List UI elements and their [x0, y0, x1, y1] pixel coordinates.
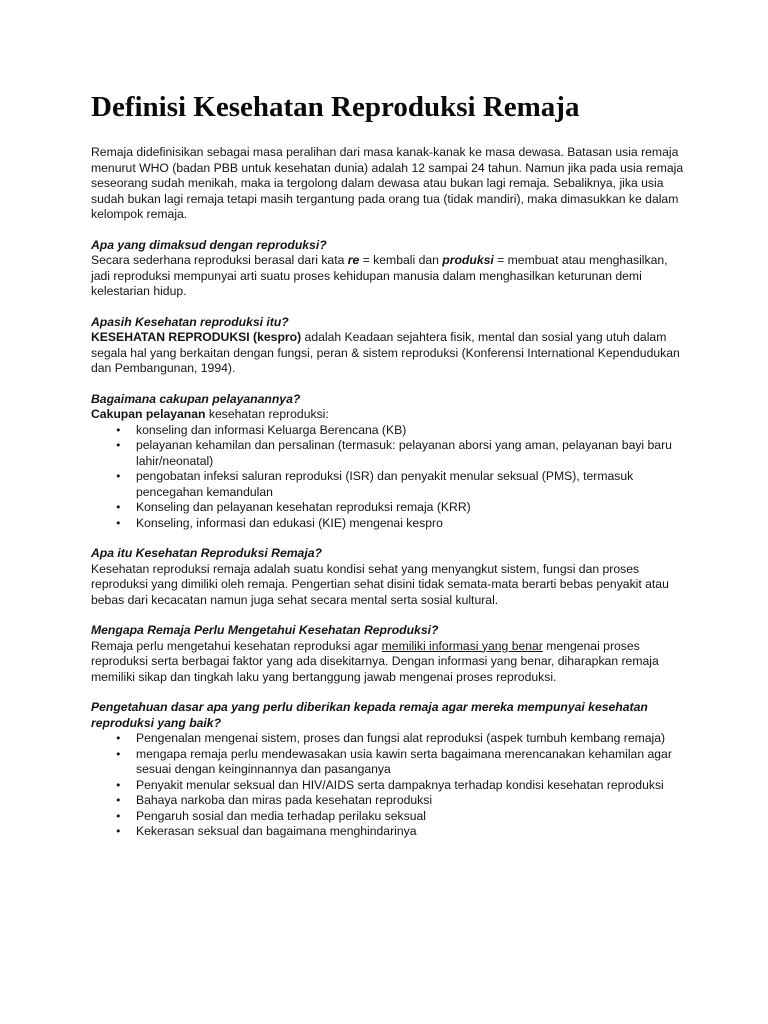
question-mengapa: Mengapa Remaja Perlu Mengetahui Kesehatan Reproduksi? — [91, 623, 439, 637]
bullet-icon: • — [115, 732, 122, 745]
bullet-icon: • — [115, 778, 122, 792]
section-kespro — [91, 315, 688, 377]
list-item — [91, 516, 688, 532]
intro-section — [91, 145, 688, 223]
answer-kespro — [91, 330, 688, 377]
list-item-text: Bahaya narkoba dan miras pada kesehatan reproduksi — [136, 793, 433, 807]
list-item — [91, 747, 688, 778]
answer-reproduksi-part-c: = membuat atau menghasilkan, jadi reproduksi mempunyai arti suatu proses kehidupan manusia dalam menghasilkan keturunan demi kelestarian hidup. — [91, 253, 668, 298]
bullet-icon: • — [115, 470, 122, 483]
pengetahuan-list — [91, 731, 688, 840]
document-body — [91, 145, 688, 840]
term-produksi: produksi — [442, 253, 494, 267]
cakupan-list — [91, 423, 688, 532]
list-item-text: Pengaruh sosial dan media terhadap perilaku seksual — [136, 808, 426, 823]
list-item-text: Konseling dan pelayanan kesehatan reproduksi remaja (KRR) — [136, 500, 471, 514]
intro-paragraph: Remaja didefinisikan sebagai masa peralihan dari masa kanak-kanak ke masa dewasa. Batasan usia remaja menurut WHO (badan PBB untuk kesehatan dunia) adalah 12 sampai 24 tahun. Namun jika pada usia remaja seseorang sudah menikah, maka ia tergolong dalam dewasa atau bukan lagi remaja. Sebaliknya, jika usia sudah bukan lagi remaja tetapi masih tergantung pada orang tua (tidak mandiri), maka dimasukkan ke dalam kelompok remaja. — [91, 145, 684, 221]
section-pengetahuan — [91, 700, 688, 840]
bullet-icon: • — [115, 747, 122, 761]
list-item-text: pelayanan kehamilan dan persalinan (termasuk: pelayanan aborsi yang aman, pelayanan bayi baru lahir/neonatal) — [136, 438, 672, 468]
section-krr — [91, 546, 688, 608]
section-reproduksi — [91, 238, 688, 300]
section-mengapa — [91, 623, 688, 685]
underlined-phrase: memiliki informasi yang benar — [381, 638, 543, 653]
list-item-text: mengapa remaja perlu mendewasakan usia kawin serta bagaimana merencanakan kehamilan agar sesuai dengan keinginnannya dan pasanganya — [136, 746, 672, 776]
list-item-text: Pengenalan mengenai sistem, proses dan fungsi alat reproduksi (aspek tumbuh kembang remaja) — [136, 731, 666, 745]
bullet-icon: • — [115, 794, 122, 807]
term-kespro: KESEHATAN REPRODUKSI (kespro) — [91, 330, 302, 344]
list-item — [91, 423, 688, 439]
answer-reproduksi-part-a: Secara sederhana reproduksi berasal dari kata — [91, 253, 348, 267]
list-item — [91, 809, 688, 825]
question-kespro: Apasih Kesehatan reproduksi itu? — [91, 314, 289, 329]
list-item — [91, 793, 688, 809]
document-title: Definisi Kesehatan Reproduksi Remaja — [91, 91, 580, 123]
bullet-icon: • — [115, 439, 122, 452]
list-item — [91, 469, 688, 500]
question-krr: Apa itu Kesehatan Reproduksi Remaja? — [91, 546, 322, 560]
answer-mengapa-part-b: mengenai proses reproduksi serta berbagai faktor yang ada disekitarnya. Dengan informasi yang benar, diharapkan remaja memiliki sikap dan tingkah laku yang bertanggung jawab mengenai proses reproduksi. — [91, 638, 659, 684]
answer-cakupan-text: kesehatan reproduksi: — [205, 407, 329, 421]
answer-mengapa-part-a: Remaja perlu mengetahui kesehatan reproduksi agar — [91, 638, 382, 653]
answer-cakupan — [91, 407, 688, 423]
answer-mengapa — [91, 639, 688, 686]
question-pengetahuan: Pengetahuan dasar apa yang perlu diberikan kepada remaja agar mereka mempunyai kesehatan reproduksi yang baik? — [91, 700, 648, 730]
list-item — [91, 778, 688, 794]
list-item — [91, 500, 688, 516]
section-cakupan — [91, 392, 688, 532]
list-item-text: pengobatan infeksi saluran reproduksi (ISR) dan penyakit menular seksual (PMS), termasuk pencegahan kemandulan — [136, 469, 634, 499]
bullet-icon: • — [115, 501, 122, 514]
answer-kespro-text: adalah Keadaan sejahtera fisik, mental dan sosial yang utuh dalam segala hal yang berkaitan dengan fungsi, peran & sistem reproduksi (Konferensi International Kependudukan dan Pembangunan, 1994). — [91, 330, 680, 375]
bullet-icon: • — [115, 825, 122, 838]
question-cakupan: Bagaimana cakupan pelayanannya? — [91, 391, 301, 406]
list-item — [91, 438, 688, 469]
answer-krr: Kesehatan reproduksi remaja adalah suatu kondisi sehat yang menyangkut sistem, fungsi dan proses reproduksi yang dimiliki oleh remaja. Pengertian sehat disini tidak semata-mata berarti bebas penyakit atau bebas dari kecacatan namun juga sehat secara mental serta sosial kultural. — [91, 561, 669, 607]
bullet-icon: • — [115, 516, 122, 530]
list-item — [91, 731, 688, 747]
list-item-text: Penyakit menular seksual dan HIV/AIDS serta dampaknya terhadap kondisi kesehatan reproduksi — [136, 777, 664, 792]
list-item — [91, 824, 688, 840]
term-cakupan: Cakupan pelayanan — [91, 407, 206, 421]
answer-reproduksi — [91, 253, 688, 300]
list-item-text: konseling dan informasi Keluarga Berencana (KB) — [136, 422, 407, 437]
answer-reproduksi-part-b: = kembali dan — [359, 253, 443, 267]
list-item-text: Konseling, informasi dan edukasi (KIE) mengenai kespro — [136, 515, 443, 530]
bullet-icon: • — [115, 809, 122, 823]
question-reproduksi: Apa yang dimaksud dengan reproduksi? — [91, 237, 327, 252]
list-item-text: Kekerasan seksual dan bagaimana menghindarinya — [136, 824, 417, 838]
bullet-icon: • — [115, 423, 122, 437]
term-re: re — [347, 253, 360, 267]
